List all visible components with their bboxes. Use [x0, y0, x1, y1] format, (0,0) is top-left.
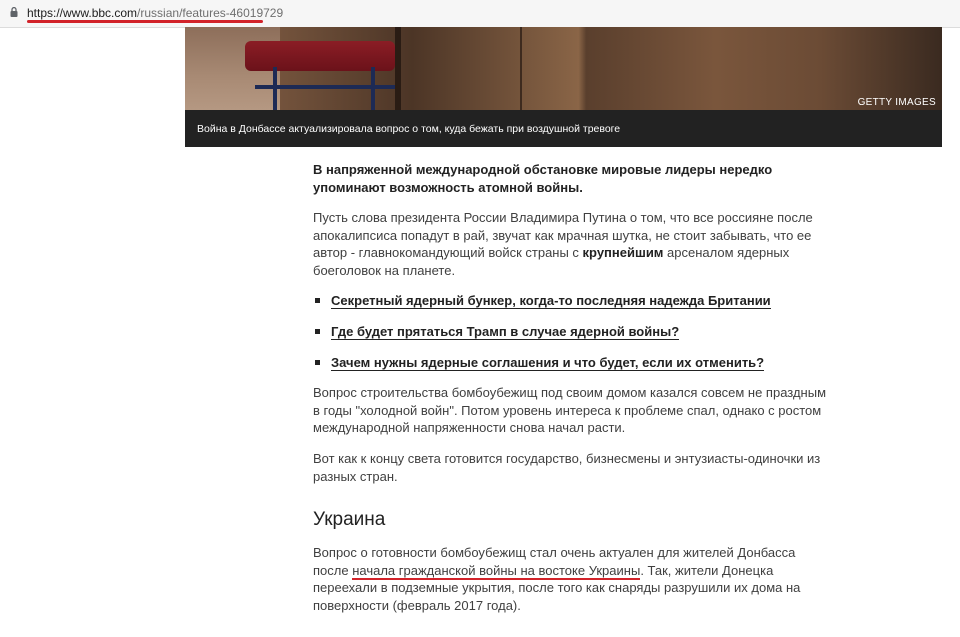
lock-icon	[10, 7, 18, 17]
url-underline-annotation	[27, 20, 263, 23]
body-paragraph-4: Вопрос о готовности бомбоубежищ стал очень актуален для жителей Донбасса после начала гражданской войны на востоке Украины. Так, жители Донецка переехали в подземные укрытия, после того как снаряды разрушили их дома на поверхности (февраль 2017 года).	[313, 545, 801, 613]
related-link[interactable]: Секретный ядерный бункер, когда-то последняя надежда Британии	[331, 293, 771, 308]
related-link-item[interactable]	[313, 323, 833, 354]
url-text[interactable]	[27, 6, 283, 20]
underlined-phrase[interactable]: начала гражданской войны на востоке Украины	[352, 562, 641, 578]
url-path: /russian/features-46019729	[137, 6, 284, 20]
body-paragraph-1: Пусть слова президента России Владимира Путина о том, что все россияне после апокалипсиса попадут в рай, звучат как мрачная шутка, не стоит забывать, что ее автор - главнокомандующий войск страны с крупнейшим арсеналом ядерных боеголовок на планете.	[313, 210, 813, 278]
hero-image	[185, 27, 942, 147]
body-paragraph-2: Вопрос строительства бомбоубежищ под своим домом казался совсем не праздным в годы "холодной войн". Потом уровень интереса к проблеме спал, однако с ростом международной напряженности снова начал расти.	[313, 385, 827, 435]
image-credit: GETTY IMAGES	[857, 97, 936, 108]
related-link-item[interactable]	[313, 292, 833, 323]
url-host: https://www.bbc.com	[27, 6, 138, 20]
section-heading: Украина	[313, 509, 386, 530]
address-bar[interactable]	[0, 0, 960, 28]
related-link[interactable]: Зачем нужны ядерные соглашения и что будет, если их отменить?	[331, 355, 765, 370]
related-link[interactable]: Где будет прятаться Трамп в случае ядерной войны?	[331, 324, 680, 339]
bullet-icon	[315, 329, 320, 334]
bullet-icon	[315, 298, 320, 303]
caption-bar	[185, 110, 942, 147]
lead-paragraph: В напряженной международной обстановке мировые лидеры нередко упоминают возможность атомной войны.	[313, 162, 773, 195]
image-caption: Война в Донбассе актуализировала вопрос о том, куда бежать при воздушной тревоге	[197, 123, 621, 135]
related-link-item[interactable]	[313, 354, 833, 385]
bullet-icon	[315, 360, 320, 365]
bold-word: крупнейшим	[582, 245, 664, 260]
body-paragraph-3: Вот как к концу света готовится государство, бизнесмены и энтузиасты-одиночки из разных стран.	[313, 451, 821, 484]
related-links-list	[313, 292, 833, 385]
hero-photo	[185, 27, 942, 110]
